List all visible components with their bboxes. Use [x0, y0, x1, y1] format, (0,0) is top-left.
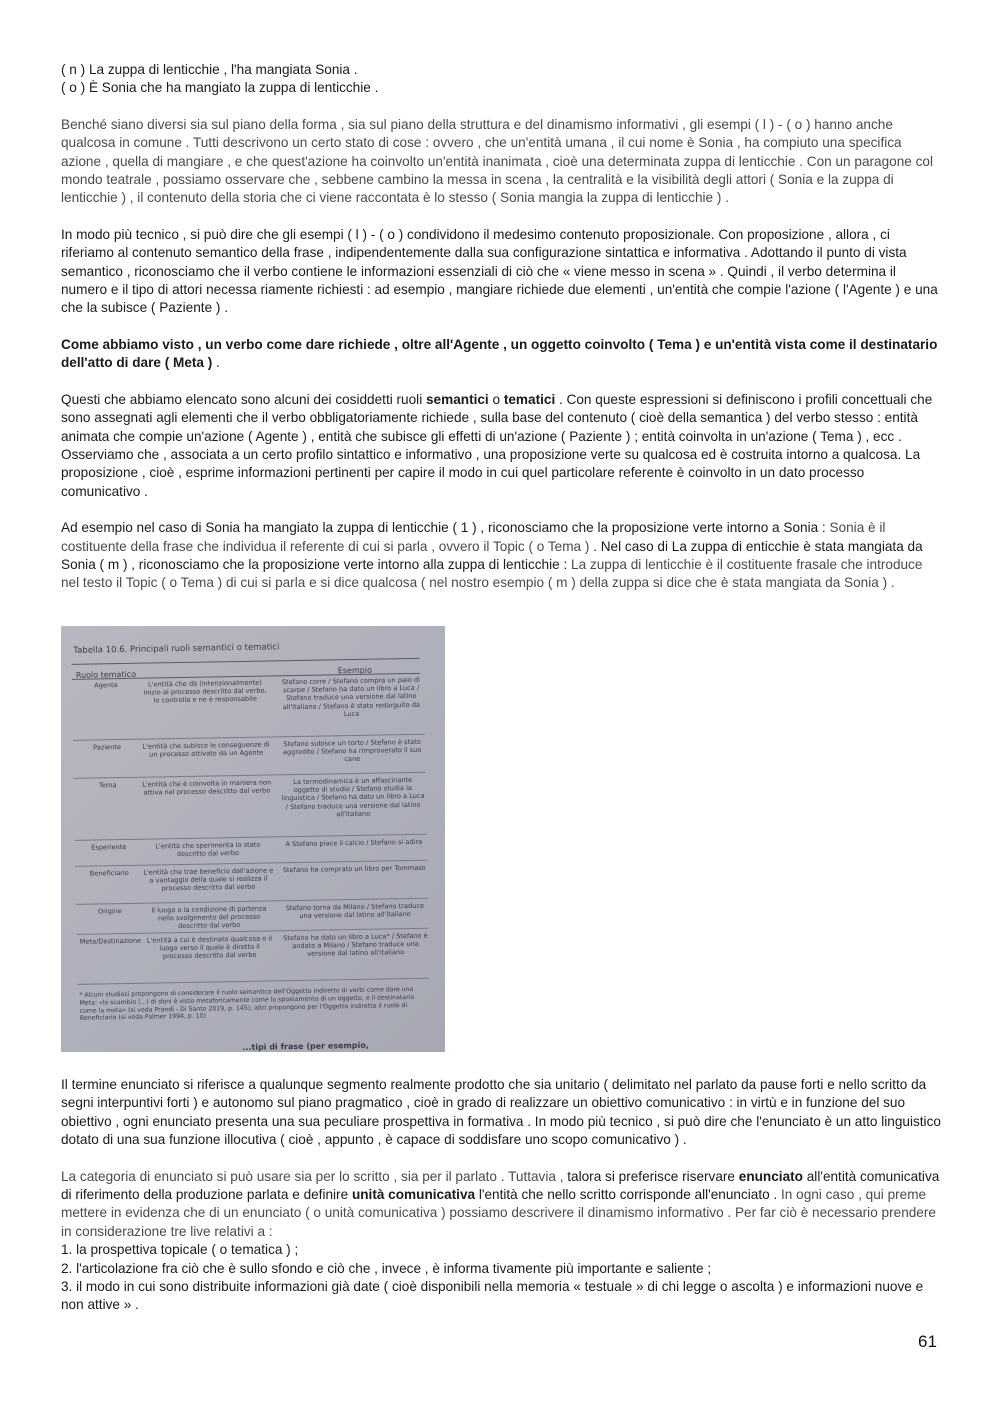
- list-item-3: 3. il modo in cui sono distribuite informazioni già date ( cioè disponibili nella memoria « testuale » di chi legge o ascolta ) e informazioni nuove e non attive » .: [61, 1279, 924, 1313]
- photo-cell-example: Stefano corre / Stefano compra un paio di scarpe / Stefano ha dato un libro a Luca / Stefano traduce una versione dal latino all'italiano / Stefano è stato redarguito da Luca: [281, 675, 421, 718]
- text-span: Ad esempio nel caso di Sonia ha mangiato la zuppa di lenticchie ( 1 ) , riconosciamo che la proposizione verte intorno a Sonia :: [61, 520, 830, 536]
- photo-table-note: * Alcuni studiosi propongono di considerare il ruolo semantico dell'Oggetto indiretto di verbi come dare una Meta: «lo scambio (...) di doni è visto metaforicamente come lo spostamento di un oggetto, e il destinatario come la meta» (si veda Prandi - Di Santo 2019, p. 145); altri propongono per l'Oggetto indiretto il ruolo di Beneficiario (si veda Palmer 1994, p. 10): [79, 985, 415, 1023]
- text-span: . Con queste espressioni si definiscono i profili concettuali che sono assegnati agli elementi che il verbo obbligatoriamente richiede , sulla base del contenuto ( cioè della semantica ) del verbo stesso : entità animata che compie un'azione ( Agente ) , entità che subisce gli effetti di un'azione ( Paziente ) ; entità coinvolta in un'azione ( Tema ) , ecc . Osserviamo che , associata a un certo profilo sintattico e informativo , una proposizione verte su qualcosa ed è costruita intorno a qualcosa. La proposizione , cioè , esprime informazioni pertinenti per capire il modo in cui quel particolare referente è coinvolto in un dato processo comunicativo .: [61, 391, 933, 499]
- photo-table-row: [72, 672, 425, 741]
- paragraph-semantic-roles: [61, 391, 941, 501]
- photo-cell-description: L'entità che subisce le conseguenze di un processo attivato da un Agente: [142, 740, 270, 759]
- photo-cell-role: Meta/Destinazione: [79, 936, 142, 946]
- text-span-gray: La categoria di enunciato si può usare sia per lo scritto , sia per il parlato . Tuttavia ,: [61, 1168, 568, 1184]
- page-number: 61: [918, 1332, 937, 1351]
- photo-cell-role: Paziente: [93, 743, 122, 752]
- paragraph-unita-comunicativa: [61, 1168, 941, 1242]
- paragraph-verb-dare: [61, 336, 941, 373]
- paragraph-proposition: In modo più tecnico , si può dire che gli esempi ( l ) - ( o ) condividono il medesimo contenuto proposizionale. Con proposizione , allora , ci riferiamo al contenuto semantico della frase , indipendentemente dalla sua configurazione sintattica e informativa . Adottando il punto di vista semantico , riconosciamo che il verbo contiene le informazioni essenziali di ciò che « viene messo in scena » . Quindi , il verbo determina il numero e il tipo di attori necessa riamente richiesti : ad esempio , mangiare richiede due elementi , un'entità che compie l'azione ( l'Agente ) e una che la subisce ( Paziente ) .: [61, 226, 938, 316]
- paragraph-topic-example: [61, 519, 941, 593]
- page-body: [61, 61, 941, 593]
- verb-dare-end: .: [212, 355, 220, 371]
- photo-cell-role: Origine: [97, 907, 123, 916]
- photo-cell-description: Il luogo o la condizione di partenza nello svolgimento del processo descritto dal verbo: [151, 904, 267, 931]
- verb-dare-bold: Come abbiamo visto , un verbo come dare richiede , oltre all'Agente , un oggetto coinvolto ( Tema ) e un'entità vista come il destinatario dell'atto di dare ( Meta ): [61, 336, 938, 371]
- text-span: Questi che abbiamo elencato sono alcuni dei cosiddetti ruoli: [61, 391, 426, 407]
- term-unita-comunicativa: unità comunicativa: [351, 1187, 476, 1203]
- photo-cell-example: Stefano subisce un torto / Stefano è stato aggredito / Stefano ha rimproverato il suo cane: [282, 737, 422, 764]
- text-span: l'entità che nello scritto corrisponde all'enunciato .: [475, 1187, 782, 1203]
- list-item-1: 1. la prospettiva topicale ( o tematica ) ;: [61, 1242, 299, 1258]
- photo-header-role: Ruolo tematico: [75, 669, 137, 680]
- photo-cell-example: La termodinamica è un affascinante oggetto di studio / Stefano studia la linguistica / Stefano ha dato un libro a Luca / Stefano traduce una versione dal latino all'italiano: [281, 775, 425, 819]
- text-span-gray: Sonia è il costituente della frase che individua il referente di cui si parla , ovvero il Topic ( o Tema ): [61, 520, 886, 554]
- photo-cell-description: L'entità a cui è destinato qualcosa o il luogo verso il quale è diretto il processo descritto dal verbo: [146, 934, 273, 961]
- photo-cell-example: Stefano ha dato un libro a Luca* / Stefano è andato a Milano / Stefano traduce una versione dal latino all'italiano: [283, 931, 428, 959]
- textbook-table-photo: [61, 626, 445, 1052]
- photo-cell-description: L'entità che trae beneficio dall'azione e a vantaggio della quale si realizza il processo descritto dal verbo: [143, 866, 274, 893]
- page-body-lower: [61, 1076, 941, 1315]
- photo-cell-example: Stefano torna da Milano / Stefano traduce una versione dal latino all'italiano: [285, 901, 425, 921]
- photo-cell-description: L'entità che è coinvolta in maniera non attiva nel processo descritto dal verbo: [142, 778, 272, 797]
- paragraph-comparison: Benché siano diversi sia sul piano della forma , sia sul piano della struttura e del dinamismo informativi , gli esempi ( l ) - ( o ) hanno anche qualcosa in comune . Tutti descrivono un certo stato di cose : ovvero , che un'entità umana , il cui nome è Sonia , ha compiuto una specifica azione , quella di mangiare , e che quest'azione ha coinvolto un'entità inanimata , cioè una determinata zuppa di lenticchie . Con un paragone col mondo teatrale , possiamo osservare che , sebbene cambino la messa in scena , la centralità e la visibilità degli attori ( Sonia e la zuppa di lenticchie ) , il contenuto della storia che ci viene raccontata è lo stesso ( Sonia mangia la zuppa di lenticchie ) .: [61, 116, 933, 206]
- example-o: ( o ) È Sonia che ha mangiato la zuppa di lenticchie .: [61, 80, 379, 96]
- text-span: talora si preferisce riservare: [567, 1168, 739, 1184]
- list-item-2: 2. l'articolazione fra ciò che è sullo sfondo e ciò che , invece , è informa tivamente più importante e saliente ;: [61, 1260, 712, 1276]
- photo-table-row: [76, 928, 429, 985]
- term-enunciato: enunciato: [738, 1168, 803, 1184]
- text-span: o: [488, 391, 504, 407]
- text-span-gray: La zuppa di lenticchie è il costituente frasale che introduce nel testo il Topic ( o Tema ) di cui si parla e si dice qualcosa ( nel nostro esempio ( m ) della zuppa si dice che è stata mangiata da Sonia ) .: [61, 556, 923, 591]
- text-span: . Nel caso di La zuppa di enticchie è stata mangiata da Sonia ( m ) , riconosciamo che la proposizione verte intorno alla zuppa di lenticchie :: [61, 538, 923, 572]
- photo-cell-description: L'entità che dà (intenzionalmente) inizio al processo descritto dal verbo, lo controlla e ne è responsabile: [143, 678, 267, 705]
- photo-footer-text: ...tipi di frase (per esempio,: [242, 1040, 369, 1052]
- photo-table-title: Tabella 10.6. Principali ruoli semantici o tematici: [73, 642, 280, 656]
- term-semantici: semantici: [426, 391, 489, 407]
- photo-cell-example: Stefano ha comprato un libro per Tommaso: [282, 863, 426, 875]
- photo-cell-description: L'entità che sperimenta lo stato descritto dal verbo: [155, 840, 261, 859]
- paragraph-enunciato: Il termine enunciato si riferisce a qualunque segmento realmente prodotto che sia unitario ( delimitato nel parlato da pause forti e nello scritto da segni interpuntivi forti ) e autonomo sul piano pragmatico , cioè in grado di realizzare un obiettivo comunicativo : in virtù e in funzione del suo obiettivo , ogni enunciato presenta una sua peculiare prospettiva in formativa . In modo più tecnico , si può dire che l'enunciato è un atto linguistico dotato di una sua funzione illocutiva ( cioè , appunto , è capace di soddisfare uno scopo comunicativo ) .: [61, 1077, 941, 1148]
- photo-cell-example: A Stefano piace il calcio / Stefano si adira: [285, 837, 423, 849]
- photo-table-row: [74, 772, 427, 841]
- text-span-gray: In ogni caso , qui preme mettere in evidenza che di un enunciato ( o unità comunicativa ) possiamo descrivere il dinamismo informativo . Per far ciò è necessario prendere in considerazione tre live relativi a :: [61, 1187, 936, 1239]
- term-tematici: tematici: [503, 391, 556, 407]
- photo-cell-role: Agente: [94, 681, 118, 690]
- text-span: all'entità comunicativa di riferimento della produzione parlata e definire: [61, 1168, 940, 1203]
- photo-header-example: Esempio: [337, 665, 373, 676]
- photo-cell-role: Beneficiario: [89, 868, 129, 878]
- photo-cell-role: Esperiente: [91, 842, 127, 852]
- photo-cell-role: Tema: [98, 781, 117, 790]
- example-n: ( n ) La zuppa di lenticchie , l'ha mangiata Sonia .: [61, 62, 358, 77]
